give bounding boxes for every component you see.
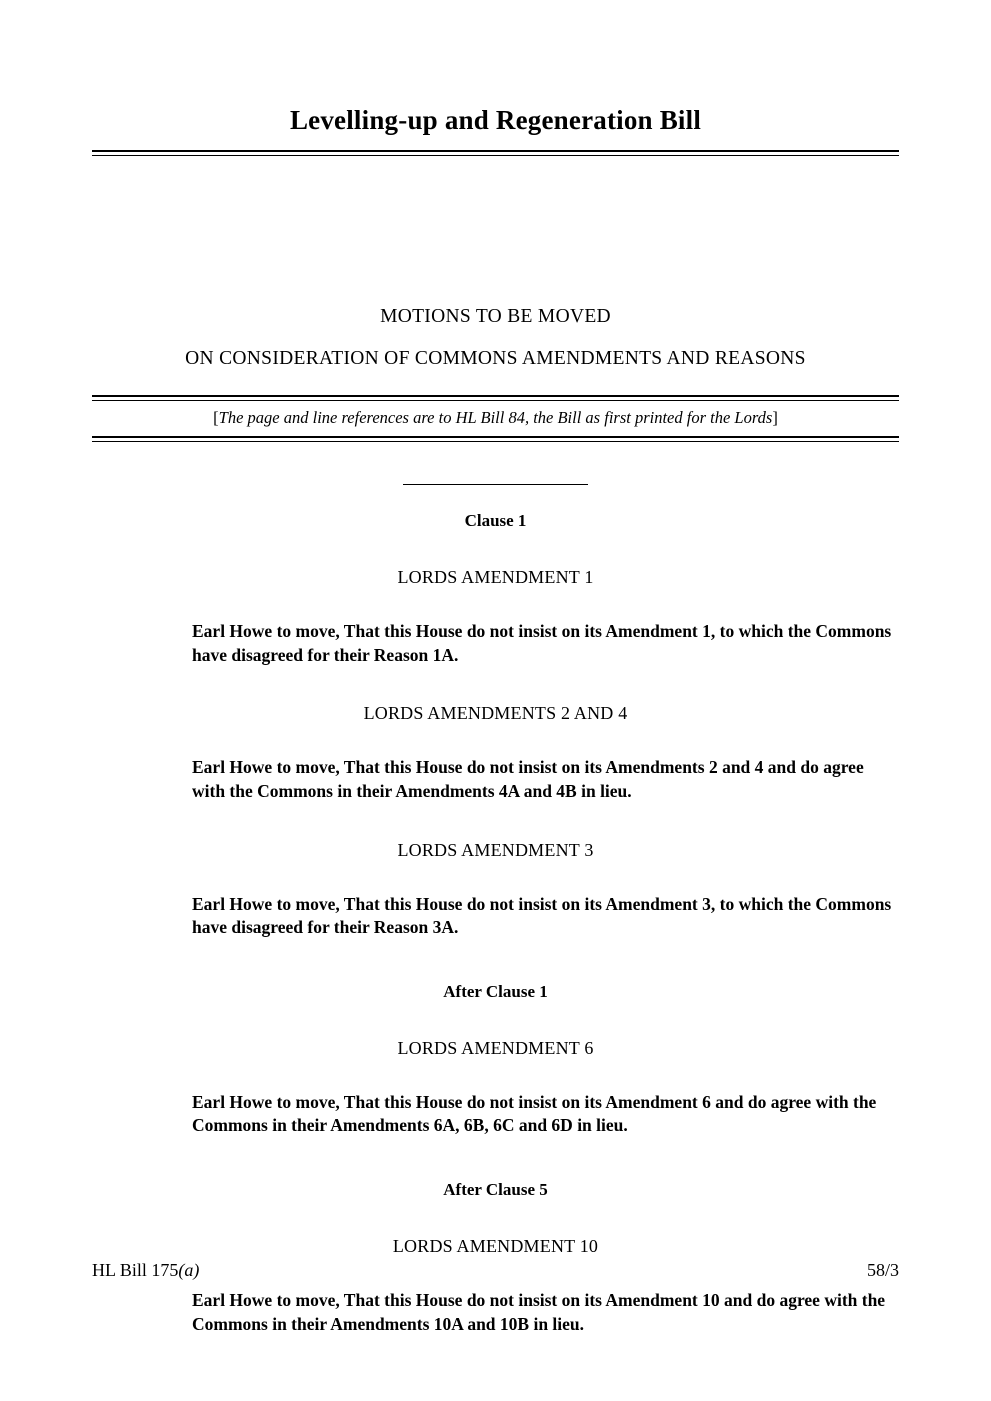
- amendment-heading: LORDS AMENDMENT 6: [397, 1037, 594, 1058]
- note-close-bracket: ]: [772, 408, 778, 427]
- section-separator-rule: [403, 484, 588, 485]
- reference-note: [92, 401, 899, 436]
- subtitle-consideration: ON CONSIDERATION OF COMMONS AMENDMENTS AND REASONS: [185, 348, 806, 369]
- section-amendments-2-4: [92, 703, 899, 803]
- footer-bill-suffix: (a): [178, 1260, 200, 1280]
- document-content: [92, 0, 899, 1401]
- amendment-heading: LORDS AMENDMENTS 2 AND 4: [363, 703, 628, 724]
- note-divider-bottom: [92, 436, 899, 442]
- title-spacer: [92, 156, 899, 306]
- section-clause-1: [92, 511, 899, 667]
- amendment-heading: LORDS AMENDMENT 3: [397, 839, 594, 860]
- page-footer: [92, 1260, 899, 1281]
- page-title: Levelling-up and Regeneration Bill: [289, 105, 702, 135]
- clause-heading: After Clause 5: [443, 1180, 548, 1199]
- motion-text: Earl Howe to move, That this House do not insist on its Amendment 10 and do agree with the Commons in their Amendments 10A and 10B in lieu.: [192, 1290, 886, 1334]
- section-after-clause-1: [92, 982, 899, 1138]
- amendment-heading: LORDS AMENDMENT 1: [397, 567, 594, 587]
- motion-text: Earl Howe to move, That this House do not insist on its Amendment 3, to which the Commons have disagreed for their Reason 3A.: [192, 893, 892, 938]
- note-text: The page and line references are to HL Bill 84, the Bill as first printed for the Lords: [218, 408, 773, 427]
- motion-text: Earl Howe to move, That this House do not insist on its Amendment 6 and do agree with the Commons in their Amendments 6A, 6B, 6C and 6D in lieu.: [192, 1091, 877, 1136]
- section-after-clause-5: [92, 1180, 899, 1336]
- clause-heading: After Clause 1: [443, 981, 548, 1001]
- section-amendment-3: [92, 840, 899, 940]
- footer-bill-number: [92, 1260, 199, 1281]
- subtitle-motions: MOTIONS TO BE MOVED: [380, 306, 611, 327]
- footer-bill-label: HL Bill 175: [92, 1260, 179, 1280]
- amendment-heading: LORDS AMENDMENT 10: [392, 1236, 599, 1256]
- motion-text: Earl Howe to move, That this House do not insist on its Amendment 1, to which the Commons have disagreed for their Reason 1A.: [192, 621, 892, 665]
- motion-text: Earl Howe to move, That this House do not insist on its Amendments 2 and 4 and do agree with the Commons in their Amendments 4A and 4B in lieu.: [192, 757, 864, 801]
- note-open-bracket: [: [213, 408, 219, 427]
- clause-heading: Clause 1: [464, 511, 527, 530]
- footer-page-number: 58/3: [866, 1260, 899, 1280]
